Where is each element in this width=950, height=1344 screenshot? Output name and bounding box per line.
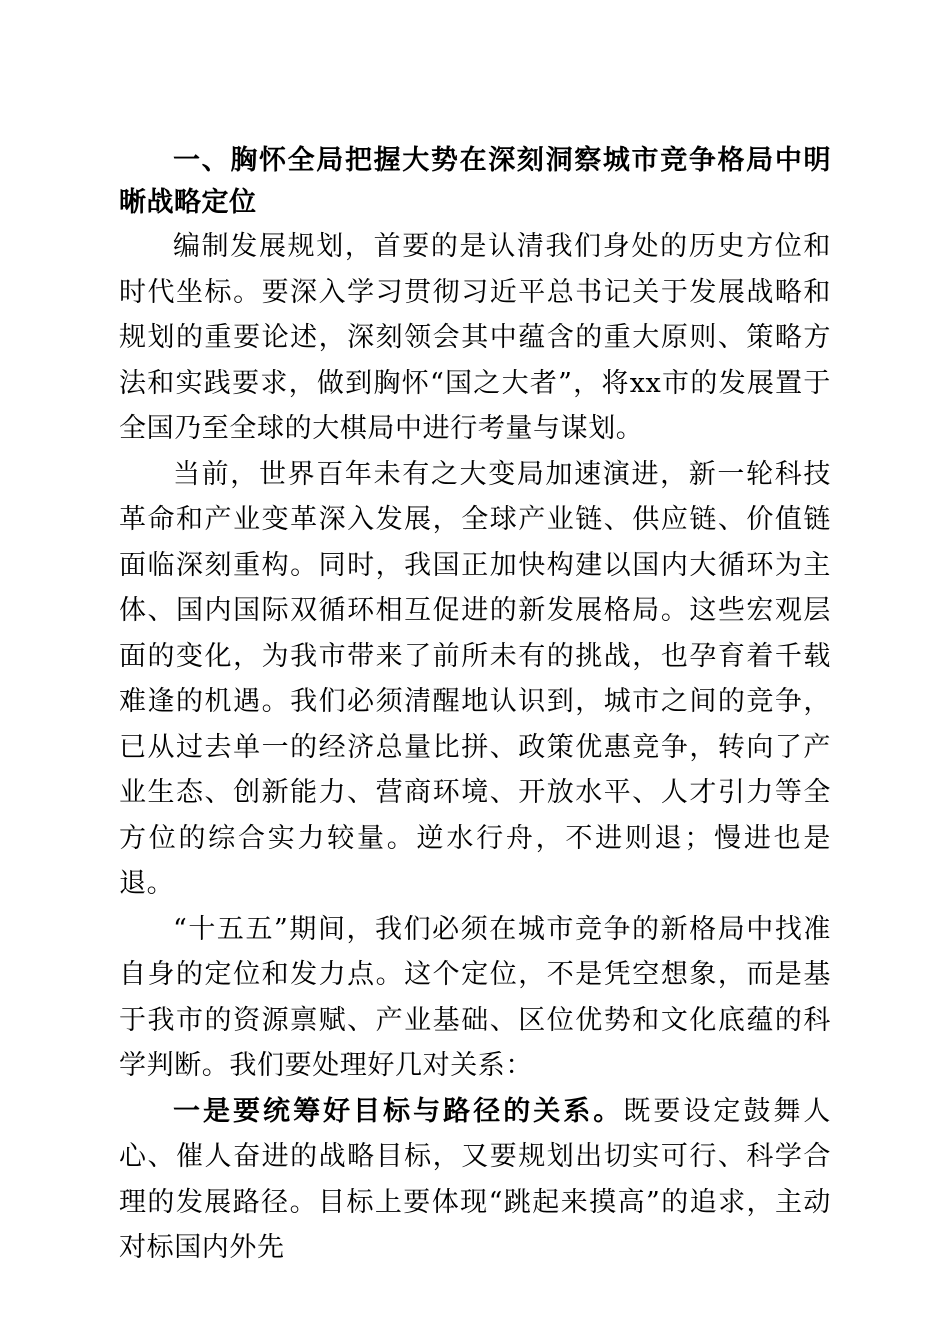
paragraph-4-body: 既要设定鼓舞人心、催人奋进的战略目标，又要规划出切实可行、科学合理的发展路径。目标上要体现“跳起来摸高”的追求，主动对标国内外先 [119, 1095, 832, 1263]
paragraph-4 [119, 1089, 831, 1271]
paragraph-3: “十五五”期间，我们必须在城市竞争的新格局中找准自身的定位和发力点。这个定位，不是凭空想象，而是基于我市的资源禀赋、产业基础、区位优势和文化底蕴的科学判断。我们要处理好几对关系： [119, 913, 831, 1081]
document-body [119, 140, 831, 1271]
paragraph-2: 当前，世界百年未有之大变局加速演进，新一轮科技革命和产业变革深入发展，全球产业链、供应链、价值链面临深刻重构。同时，我国正加快构建以国内大循环为主体、国内国际双循环相互促进的新发展格局。这些宏观层面的变化，为我市带来了前所未有的挑战，也孕育着千载难逢的机遇。我们必须清醒地认识到，城市之间的竞争，已从过去单一的经济总量比拼、政策优惠竞争，转向了产业生态、创新能力、营商环境、开放水平、人才引力等全方位的综合实力较量。逆水行舟，不进则退；慢进也是退。 [119, 458, 831, 899]
paragraph-4-lead: 一是要统筹好目标与路径的关系。 [173, 1095, 624, 1127]
section-heading: 一、胸怀全局把握大势在深刻洞察城市竞争格局中明晰战略定位 [119, 145, 831, 218]
paragraph-1: 编制发展规划，首要的是认清我们身处的历史方位和时代坐标。要深入学习贯彻习近平总书记关于发展战略和规划的重要论述，深刻领会其中蕴含的重大原则、策略方法和实践要求，做到胸怀“国之大者”，将xx市的发展置于全国乃至全球的大棋局中进行考量与谋划。 [119, 231, 831, 444]
